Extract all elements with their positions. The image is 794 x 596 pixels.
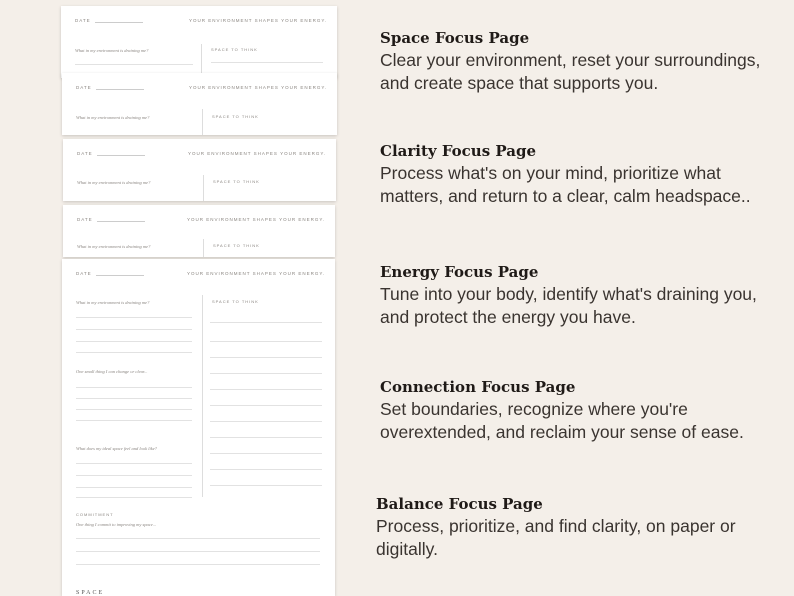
planner-page-preview [62,73,337,135]
date-label: DATE [77,217,93,222]
divider [202,109,203,135]
focus-title: Energy Focus Page [380,263,539,281]
focus-title: Balance Focus Page [376,495,543,513]
writing-line [210,405,322,406]
motto: YOUR ENVIRONMENT SHAPES YOUR ENERGY. [188,85,327,90]
planner-page-preview [61,6,337,78]
commitment-prompt: One thing I commit to improving my space... [76,522,157,527]
date-line [95,22,143,23]
space-to-think-label: SPACE TO THINK [212,299,259,304]
prompt-draining: What in my environment is draining me? [77,180,151,185]
motto: YOUR ENVIRONMENT SHAPES YOUR ENERGY. [187,151,326,156]
writing-line [210,373,322,374]
writing-line [76,341,192,342]
focus-description: Set boundaries, recognize where you're overextended, and reclaim your sense of ease. [380,399,744,442]
focus-description: Tune into your body, identify what's draining you, and protect the energy you have. [380,284,757,327]
motto: YOUR ENVIRONMENT SHAPES YOUR ENERGY. [186,217,325,222]
writing-line [210,322,322,323]
writing-line [211,62,323,63]
writing-line [76,551,320,552]
writing-line [75,64,193,65]
date-line [97,155,145,156]
space-to-think-label: SPACE TO THINK [213,243,260,248]
motto: YOUR ENVIRONMENT SHAPES YOUR ENERGY. [186,271,325,276]
date-line [96,275,144,276]
prompt-draining: What in my environment is draining me? [76,300,150,305]
date-label: DATE [75,18,91,23]
space-to-think-label: SPACE TO THINK [212,114,259,119]
planner-page-preview [63,205,335,257]
writing-line [210,485,322,486]
writing-line [210,453,322,454]
writing-line [76,487,192,488]
writing-line [76,497,192,498]
focus-description: Process, prioritize, and find clarity, on paper or digitally. [376,516,736,559]
writing-line [210,437,322,438]
writing-line [210,357,322,358]
writing-line [76,317,192,318]
motto: YOUR ENVIRONMENT SHAPES YOUR ENERGY. [188,18,327,23]
prompt-draining: What in my environment is draining me? [75,48,149,53]
footer-title: SPACE [76,590,105,596]
prompt-draining: What in my environment is draining me? [77,244,151,249]
writing-line [76,420,192,421]
planner-page-full [62,259,335,596]
focus-title: Space Focus Page [380,29,530,47]
writing-line [76,398,192,399]
divider [202,295,203,497]
date-label: DATE [77,151,93,156]
focus-item-clarity [380,142,780,208]
focus-title: Connection Focus Page [380,378,576,396]
space-to-think-label: SPACE TO THINK [213,179,260,184]
focus-item-energy [380,263,780,329]
writing-line [76,409,192,410]
date-line [97,221,145,222]
prompt-small-thing: One small thing I can change or clear... [76,369,148,374]
writing-line [76,538,320,539]
prompt-ideal-space: What does my ideal space feel and look like? [76,446,157,451]
date-label: DATE [76,271,92,276]
writing-line [210,389,322,390]
writing-line [76,475,192,476]
focus-description: Clear your environment, reset your surroundings, and create space that supports you. [380,50,761,93]
writing-line [210,469,322,470]
planner-page-preview [63,139,336,201]
writing-line [210,341,322,342]
prompt-draining: What in my environment is draining me? [76,115,150,120]
focus-item-connection [380,378,780,444]
focus-description: Process what's on your mind, prioritize what matters, and return to a clear, calm headspace.. [380,163,751,206]
writing-line [76,329,192,330]
focus-item-space [380,29,780,95]
writing-line [76,564,320,565]
writing-line [210,421,322,422]
writing-line [76,387,192,388]
writing-line [76,352,192,353]
commitment-label: COMMITMENT [76,512,114,517]
planner-page-stack [0,0,360,596]
writing-line [76,463,192,464]
divider [203,239,204,257]
divider [203,175,204,201]
space-to-think-label: SPACE TO THINK [211,47,258,52]
date-label: DATE [76,85,92,90]
focus-title: Clarity Focus Page [380,142,536,160]
focus-item-balance [376,495,776,561]
date-line [96,89,144,90]
